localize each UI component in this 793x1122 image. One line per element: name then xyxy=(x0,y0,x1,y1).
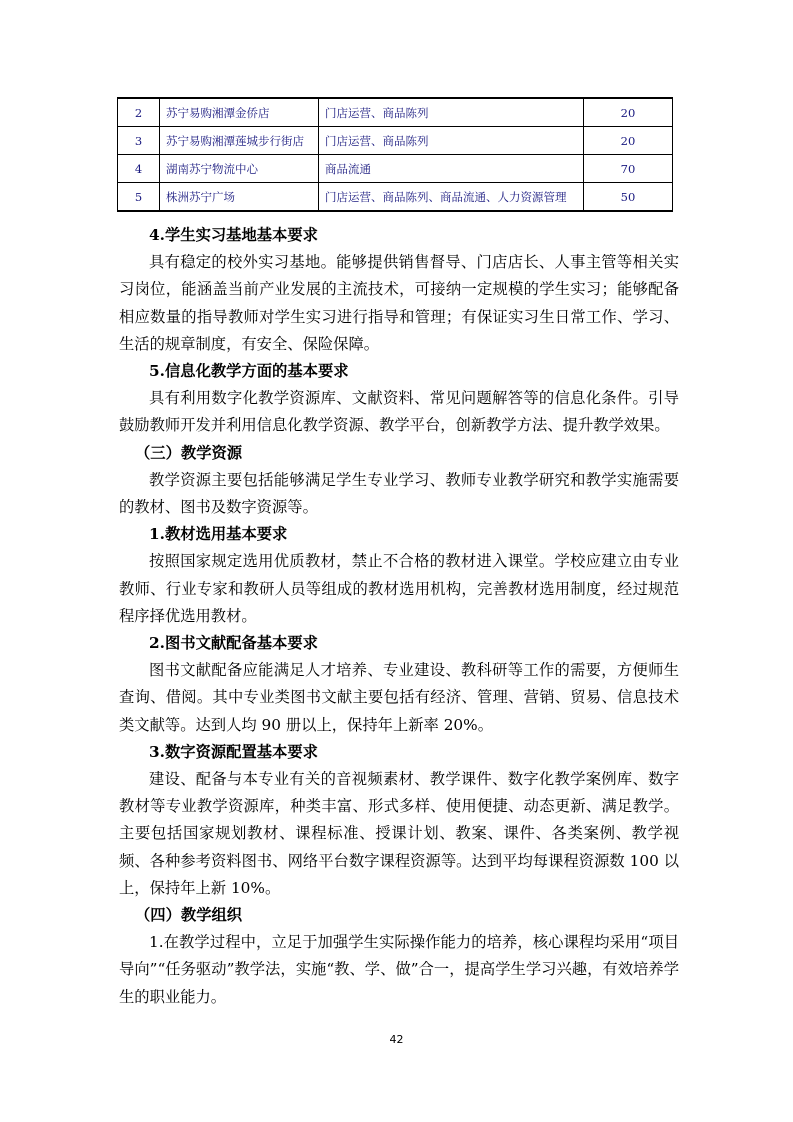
intern-capacity: 50 xyxy=(584,183,673,212)
heading-digital-resources: 3.数字资源配置基本要求 xyxy=(149,742,318,761)
document-body xyxy=(119,222,679,1011)
page-number: 42 xyxy=(389,1033,404,1046)
row-number: 3 xyxy=(118,127,160,155)
paragraph-informatization: 具有利用数字化教学资源库、文献资料、常见问题解答等的信息化条件。引导鼓励教师开发并利用信息化教学资源、教学平台，创新教学方法、提升教学效果。 xyxy=(119,389,679,435)
intern-capacity: 70 xyxy=(584,155,673,183)
table-row xyxy=(118,127,673,155)
section-teaching-resources: （三）教学资源 xyxy=(135,443,243,462)
heading-textbook-selection: 1.教材选用基本要求 xyxy=(149,525,288,544)
intern-capacity: 20 xyxy=(584,127,673,155)
internship-positions: 门店运营、商品陈列 xyxy=(319,98,584,127)
intern-capacity: 20 xyxy=(584,98,673,127)
base-name: 湖南苏宁物流中心 xyxy=(160,155,319,183)
row-number: 2 xyxy=(118,98,160,127)
table-row xyxy=(118,183,673,212)
heading-internship-requirements: 4.学生实习基地基本要求 xyxy=(149,226,318,244)
paragraph-textbook-selection: 按照国家规定选用优质教材，禁止不合格的教材进入课堂。学校应建立由专业教师、行业专家和教研人员等组成的教材选用机构，完善教材选用制度，经过规范程序择优选用教材。 xyxy=(119,552,679,625)
internship-base-table xyxy=(117,97,673,212)
paragraph-library-resources: 图书文献配备应能满足人才培养、专业建设、教科研等工作的需要，方便师生查询、借阅。其中专业类图书文献主要包括有经济、管理、营销、贸易、信息技术类文献等。达到人均 90 册以上，保持年上新率 20%。 xyxy=(119,661,679,734)
table-row xyxy=(118,98,673,127)
base-name: 株洲苏宁广场 xyxy=(160,183,319,212)
paragraph-teaching-organization: 1.在教学过程中，立足于加强学生实际操作能力的培养，核心课程均采用“项目导向”“任务驱动”教学法，实施“教、学、做”合一，提高学生学习兴趣，有效培养学生的职业能力。 xyxy=(119,933,679,1006)
internship-positions: 门店运营、商品陈列 xyxy=(319,127,584,155)
row-number: 5 xyxy=(118,183,160,212)
base-name: 苏宁易购湘潭莲城步行街店 xyxy=(160,127,319,155)
row-number: 4 xyxy=(118,155,160,183)
heading-informatization-requirements: 5.信息化教学方面的基本要求 xyxy=(149,362,349,381)
internship-positions: 门店运营、商品陈列、商品流通、人力资源管理 xyxy=(319,183,584,212)
section-teaching-organization: （四）教学组织 xyxy=(135,906,243,925)
table-row xyxy=(118,155,673,183)
heading-library-resources: 2.图书文献配备基本要求 xyxy=(149,634,318,653)
paragraph-teaching-resources: 教学资源主要包括能够满足学生专业学习、教师专业教学研究和教学实施需要的教材、图书及数字资源等。 xyxy=(119,470,679,517)
paragraph-digital-resources: 建设、配备与本专业有关的音视频素材、教学课件、数字化教学案例库、数字教材等专业教学资源库，种类丰富、形式多样、使用便捷、动态更新、满足教学。主要包括国家规划教材、课程标准、授课计划、教案、课件、各类案例、教学视频、各种参考资料图书、网络平台数字课程资源等。达到平均每课程资源数 100 以上，保持年上新 10%。 xyxy=(119,770,679,897)
paragraph-internship: 具有稳定的校外实习基地。能够提供销售督导、门店店长、人事主管等相关实习岗位，能涵盖当前产业发展的主流技术，可接纳一定规模的学生实习；能够配备相应数量的指导教师对学生实习进行指导和管理；有保证实习生日常工作、学习、生活的规章制度，有安全、保险保障。 xyxy=(119,253,679,353)
base-name: 苏宁易购湘潭金侨店 xyxy=(160,98,319,127)
internship-positions: 商品流通 xyxy=(319,155,584,183)
